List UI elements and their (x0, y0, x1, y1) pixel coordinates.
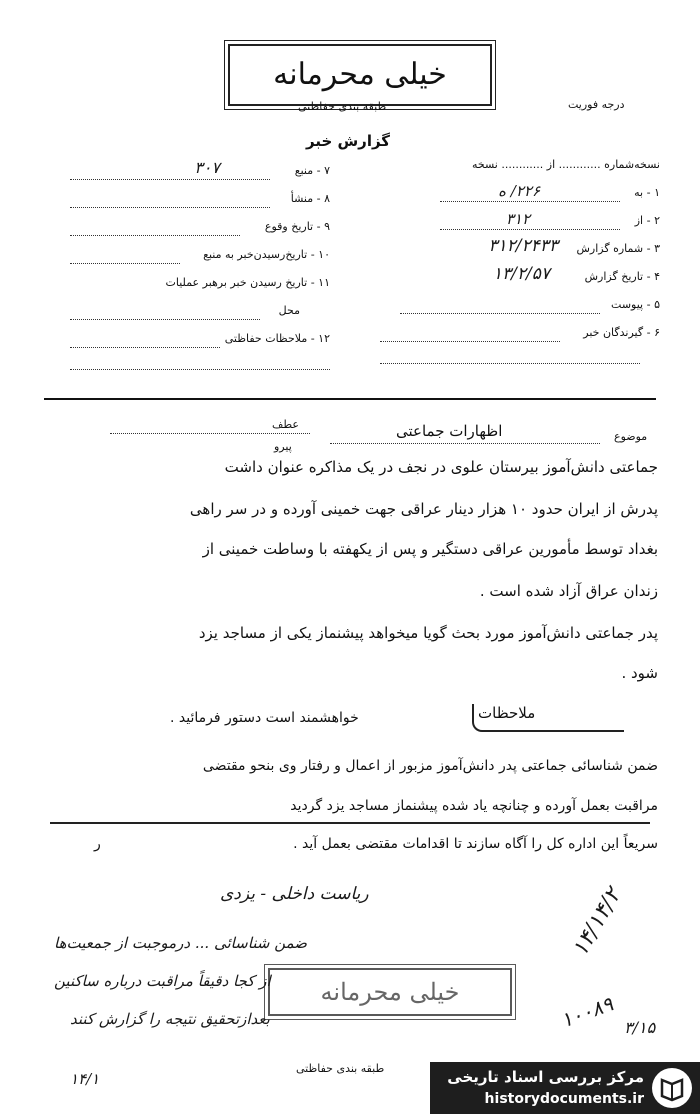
field-from-value: ۳۱۲ (505, 210, 530, 228)
origin-label: ۸ - منشأ (290, 192, 330, 205)
followup-label: پیرو (274, 440, 292, 453)
attachment-line (400, 312, 600, 314)
field-to-label: ۱ - به (634, 186, 660, 199)
watermark-logo (430, 1062, 700, 1114)
security-notes-label: ۱۲ - ملاحظات حفاظتی (224, 332, 330, 345)
location-label: محل (278, 304, 300, 317)
report-date-label: ۴ - تاریخ گزارش (584, 270, 660, 283)
body-line-2: پدرش از ایران حدود ۱۰ هزار دینار عراقی جهت خمینی آورده و در سر راهی (189, 500, 658, 518)
handwritten-note-4: بعدازتحقیق نتیجه را گزارش کنند (70, 1010, 270, 1028)
remarks-line-3-mark: ر (94, 836, 101, 852)
recipients-line (380, 340, 560, 342)
margin-bottom-left: ۱۴/۱ (70, 1070, 100, 1088)
remarks-line-2-underline (50, 822, 650, 824)
recipients-label: ۶ - گیرندگان خبر (583, 326, 660, 339)
watermark-name: مرکز بررسی اسناد تاریخی (447, 1068, 644, 1086)
handwritten-note-3: از کجا دقیقاً مراقبت درباره ساکنین (54, 972, 271, 990)
watermark-url: historydocuments.ir (484, 1091, 644, 1107)
field-from-line (440, 228, 620, 230)
subject-label: موضوع (614, 430, 648, 443)
reference-line (110, 432, 310, 434)
security-notes-line (70, 346, 220, 348)
classification-stamp: خیلی محرمانه (228, 44, 492, 106)
classification-caption: طبقه بندی حفاظتی (298, 100, 387, 113)
remarks-line-3: سریعاً این اداره کل را آگاه سازند تا اقدامات مقتضی بعمل آید . (293, 836, 658, 852)
report-date-value: ۱۳/۲/۵۷ (492, 264, 550, 284)
book-icon (652, 1068, 692, 1108)
source-line (70, 178, 270, 180)
footer-caption: طبقه بندی حفاظتی (296, 1062, 385, 1075)
security-notes-line-2 (70, 368, 330, 370)
body-line-3: بغداد توسط مأمورین عراقی دستگیر و پس از یکهفته با وساطت خمینی از (202, 540, 658, 558)
margin-date-right: ۱۴/۱۴/۲ (567, 884, 627, 961)
field-to-line (440, 200, 620, 202)
left-fields (40, 158, 340, 378)
archive-logo-icon (652, 1068, 692, 1108)
leader-receipt-date-label: ۱۱ - تاریخ رسیدن خبر برهبر عملیات (165, 276, 330, 289)
classification-stamp-bottom: خیلی محرمانه (268, 968, 512, 1016)
remarks-line-1: ضمن شناسائی جماعتی پدر دانش‌آموز مزبور از اعمال و رفتار وی بنحو مقتضی (202, 758, 658, 774)
occurrence-date-label: ۹ - تاریخ وقوع (264, 220, 330, 233)
margin-number-right: ۱۰۰۸۹ (557, 991, 617, 1033)
remarks-underline (472, 704, 624, 732)
location-line (70, 318, 260, 320)
body-line-4: زندان عراق آزاد شده است . (479, 582, 658, 600)
report-number-label: ۳ - شماره گزارش (576, 242, 660, 255)
subject-line (330, 442, 600, 444)
occurrence-date-line (70, 234, 240, 236)
body-line-5: پدر جماعتی دانش‌آموز مورد بحث گویا میخواهد پیشنماز یکی از مساجد یزد (198, 624, 658, 642)
source-receipt-date-line (70, 262, 180, 264)
form-divider (44, 398, 656, 400)
form-title: گزارش خبر (306, 132, 391, 150)
body-line-1: جماعتی دانش‌آموز بیرستان علوی در نجف در یک مذاکره عنوان داشت (224, 458, 658, 476)
origin-line (70, 206, 270, 208)
subject-value: اظهارات جماعتی (396, 422, 503, 440)
report-number-value: ۳۱۲/۲۴۳۳ (488, 236, 558, 256)
field-from-label: ۲ - از (634, 214, 660, 227)
source-label: ۷ - منبع (294, 164, 330, 177)
handwritten-note-1: ریاست داخلی - یزدی (220, 884, 369, 904)
remarks-label: ملاحظات (478, 704, 536, 722)
copy-number-label: نسخه‌شماره ............ از ............ نسخه (471, 158, 660, 171)
remarks-line-2: مراقبت بعمل آورده و چنانچه یاد شده پیشنماز مساجد یزد گردید (290, 798, 658, 814)
priority-label: درجه فوریت (568, 98, 625, 111)
source-receipt-date-label: ۱۰ - تاریخ‌رسیدن‌خبر به منبع (203, 248, 330, 261)
recipients-line-2 (380, 362, 640, 364)
reference-label: عطف (272, 418, 299, 431)
attachment-label: ۵ - پیوست (611, 298, 660, 311)
remarks-text: خواهشمند است دستور فرمائید . (170, 710, 359, 726)
body-line-6: شود . (621, 664, 658, 682)
margin-fraction: ۳/۱۵ (624, 1018, 656, 1037)
field-to-value: ۲۲۶/ ه (498, 182, 540, 200)
handwritten-note-2: ضمن شناسائی ... درموجبت از جمعیت‌ها (54, 934, 308, 952)
source-value: ۳۰۷ (194, 158, 220, 177)
